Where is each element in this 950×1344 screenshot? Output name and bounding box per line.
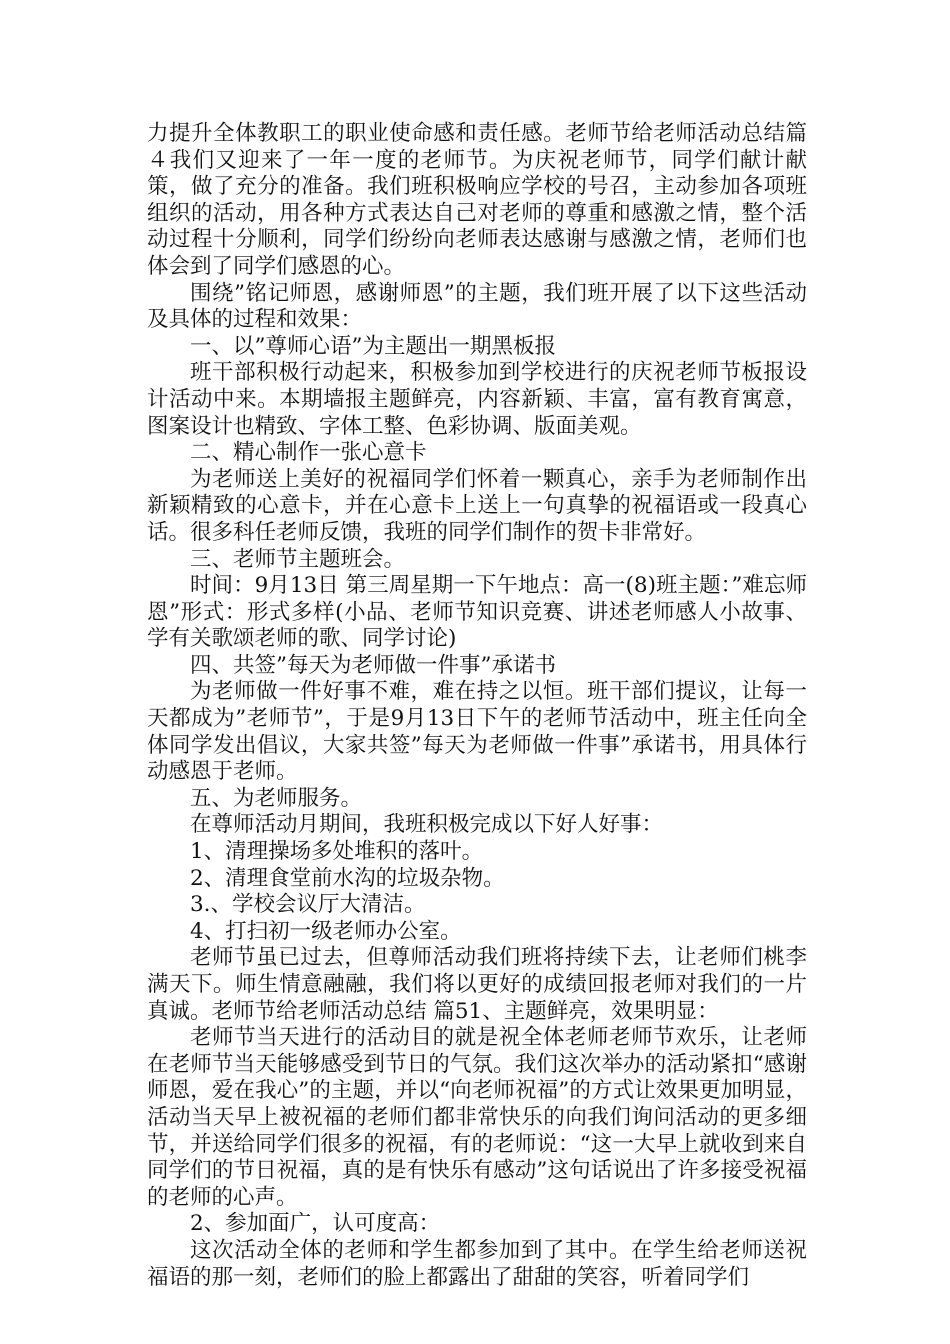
paragraph-service-intro: 在尊师活动月期间，我班积极完成以下好人好事： [190,812,664,838]
list-item: 4、打扫初一级老师办公室。 [190,918,462,944]
paragraph-theme: 围绕”铭记师恩，感谢师恩”的主题，我们班开展了以下这些活动及具体的过程和效果： [147,280,807,333]
paragraph-closing: 老师节虽已过去，但尊师活动我们班将持续下去，让老师们桃李满天下。师生情意融融，我们将以更好的成绩回报老师对我们的一片真诚。老师节给老师活动总结 篇51、主题鲜亮，效果明显： [147,945,807,1024]
paragraph-card: 为老师送上美好的祝福同学们怀着一颗真心，亲手为老师制作出新颖精致的心意卡，并在心意卡上送上一句真挚的祝福语或一段真心话。很多科任老师反馈，我班的同学们制作的贺卡非常好。 [147,466,807,545]
paragraph-blackboard: 班干部积极行动起来，积极参加到学校进行的庆祝老师节板报设计活动中来。本期墙报主题鲜亮，内容新颖、丰富，富有教育寓意，图案设计也精致、字体工整、色彩协调、版面美观。 [147,360,807,439]
paragraph-pledge: 为老师做一件好事不难，难在持之以恒。班干部们提议，让每一天都成为”老师节”，于是9月13日下午的老师节活动中，班主任向全体同学发出倡议，大家共签”每天为老师做一件事”承诺书，用具体行动感恩于老师。 [147,679,807,785]
heading-blackboard: 一、以”尊师心语”为主题出一期黑板报 [190,333,556,359]
heading-card: 二、精心制作一张心意卡 [190,440,427,466]
paragraph-participation: 这次活动全体的老师和学生都参加到了其中。在学生给老师送祝福语的那一刻，老师们的脸上都露出了甜甜的笑容，听着同学们 [147,1237,807,1290]
paragraph-class-meeting: 时间：9月13日 第三周星期一下午地点：高一(8)班主题：”难忘师恩”形式：形式多样(小品、老师节知识竞赛、讲述老师感人小故事、学有关歌颂老师的歌、同学讨论) [147,573,807,652]
list-item: 3.、学校会议厅大清洁。 [190,892,426,918]
list-item: 1、清理操场多处堆积的落叶。 [190,839,484,865]
heading-class-meeting: 三、老师节主题班会。 [190,546,406,572]
heading-service: 五、为老师服务。 [190,785,363,811]
list-item: 2、清理食堂前水沟的垃圾杂物。 [190,865,505,891]
heading-participation: 2、参加面广，认可度高： [190,1211,441,1237]
paragraph-opening: 力提升全体教职工的职业使命感和责任感。老师节给老师活动总结篇４我们又迎来了一年一度的老师节。为庆祝老师节，同学们献计献策，做了充分的准备。我们班积极响应学校的号召，主动参加各项班组织的活动，用各种方式表达自己对老师的尊重和感激之情，整个活动过程十分顺利，同学们纷纷向老师表达感谢与感激之情，老师们也体会到了同学们感恩的心。 [147,121,807,279]
paragraph-festival-day: 老师节当天进行的活动目的就是祝全体老师老师节欢乐，让老师在老师节当天能够感受到节日的气氛。我们这次举办的活动紧扣“感谢师恩，爱在我心”的主题，并以“向老师祝福”的方式让效果更加明显，活动当天早上被祝福的老师们都非常快乐的向我们询问活动的更多细节，并送给同学们很多的祝福，有的老师说：“这一大早上就收到来自同学们的节日祝福，真的是有快乐有感动”这句话说出了许多接受祝福的老师的心声。 [147,1025,807,1210]
document-body [147,121,807,1291]
heading-pledge: 四、共签”每天为老师做一件事”承诺书 [190,652,556,678]
